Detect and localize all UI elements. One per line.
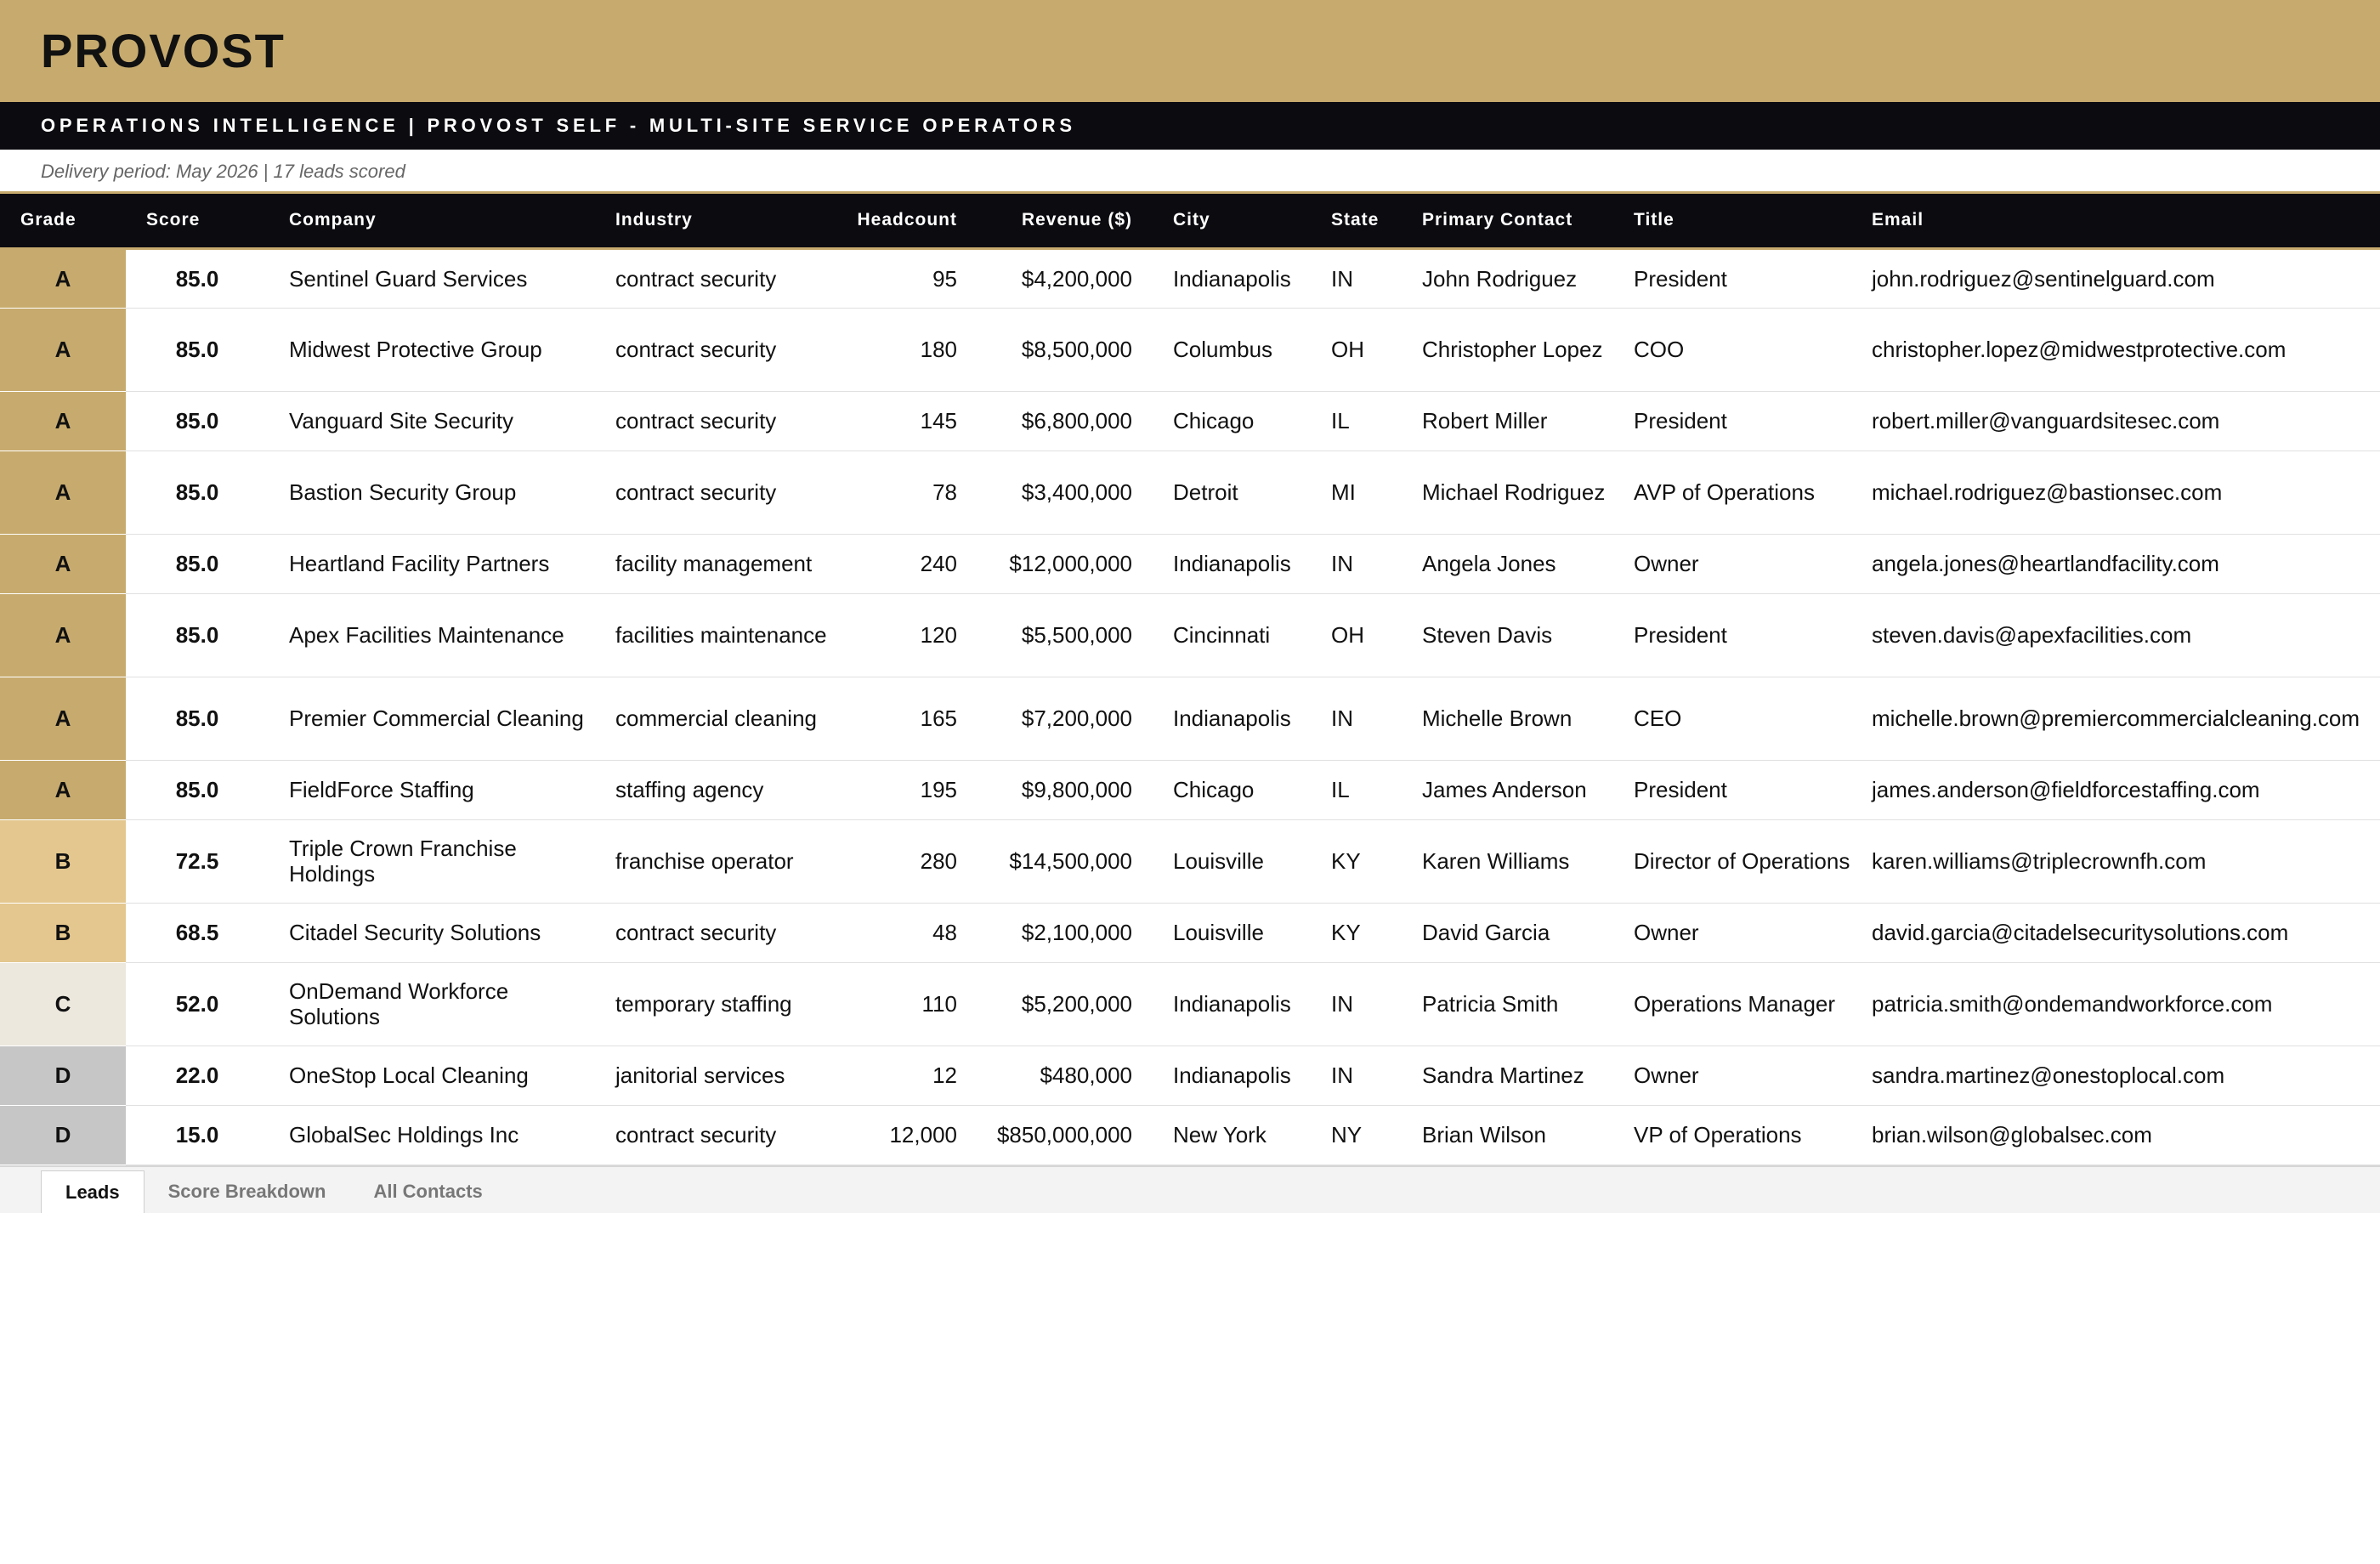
title-cell: President [1613,760,1851,819]
company-cell: Apex Facilities Maintenance [269,593,595,677]
col-header-grade[interactable]: Grade [0,194,126,248]
industry-cell: contract security [595,391,833,450]
score-cell: 68.5 [126,903,269,962]
industry-cell: facilities maintenance [595,593,833,677]
primary-contact-cell: James Anderson [1402,760,1613,819]
col-header-company[interactable]: Company [269,194,595,248]
title-cell: President [1613,248,1851,308]
revenue-cell: $3,400,000 [978,450,1153,534]
title-cell: VP of Operations [1613,1105,1851,1164]
industry-cell: contract security [595,903,833,962]
grade-cell: A [0,391,126,450]
state-cell: IL [1311,391,1402,450]
state-cell: OH [1311,593,1402,677]
company-cell: Sentinel Guard Services [269,248,595,308]
primary-contact-cell: Patricia Smith [1402,962,1613,1046]
grade-cell: B [0,903,126,962]
leads-table [0,194,2380,1165]
tab-leads[interactable]: Leads [41,1170,144,1213]
score-cell: 85.0 [126,308,269,391]
city-cell: New York [1153,1105,1311,1164]
company-cell: OnDemand Workforce Solutions [269,962,595,1046]
score-cell: 85.0 [126,450,269,534]
brand-title: PROVOST [41,24,286,77]
tab-all-contacts[interactable]: All Contacts [373,1180,483,1202]
primary-contact-cell: Brian Wilson [1402,1105,1613,1164]
tab-score-breakdown[interactable]: Score Breakdown [167,1180,326,1202]
city-cell: Louisville [1153,903,1311,962]
grade-cell: D [0,1105,126,1164]
grade-cell: A [0,593,126,677]
state-cell: MI [1311,450,1402,534]
grade-cell: A [0,308,126,391]
city-cell: Indianapolis [1153,677,1311,760]
email-cell[interactable]: brian.wilson@globalsec.com [1851,1105,2380,1164]
score-cell: 22.0 [126,1046,269,1105]
email-cell[interactable]: angela.jones@heartlandfacility.com [1851,534,2380,593]
score-cell: 52.0 [126,962,269,1046]
primary-contact-cell: Angela Jones [1402,534,1613,593]
table-row[interactable] [0,450,2380,534]
title-cell: Owner [1613,1046,1851,1105]
industry-cell: janitorial services [595,1046,833,1105]
col-header-primary-contact[interactable]: Primary Contact [1402,194,1613,248]
primary-contact-cell: Steven Davis [1402,593,1613,677]
company-cell: Midwest Protective Group [269,308,595,391]
table-row[interactable] [0,1105,2380,1164]
grade-cell: A [0,450,126,534]
headcount-cell: 165 [833,677,978,760]
headcount-cell: 145 [833,391,978,450]
grade-cell: A [0,248,126,308]
col-header-score[interactable]: Score [126,194,269,248]
revenue-cell: $5,200,000 [978,962,1153,1046]
revenue-cell: $7,200,000 [978,677,1153,760]
industry-cell: contract security [595,308,833,391]
email-cell[interactable]: david.garcia@citadelsecuritysolutions.com [1851,903,2380,962]
headcount-cell: 12,000 [833,1105,978,1164]
score-cell: 85.0 [126,248,269,308]
table-row[interactable] [0,962,2380,1046]
email-cell[interactable]: robert.miller@vanguardsitesec.com [1851,391,2380,450]
city-cell: Indianapolis [1153,962,1311,1046]
score-cell: 85.0 [126,593,269,677]
industry-cell: contract security [595,450,833,534]
revenue-cell: $2,100,000 [978,903,1153,962]
headcount-cell: 195 [833,760,978,819]
email-cell[interactable]: james.anderson@fieldforcestaffing.com [1851,760,2380,819]
headcount-cell: 12 [833,1046,978,1105]
email-cell[interactable]: patricia.smith@ondemandworkforce.com [1851,962,2380,1046]
revenue-cell: $14,500,000 [978,819,1153,903]
revenue-cell: $5,500,000 [978,593,1153,677]
company-cell: OneStop Local Cleaning [269,1046,595,1105]
revenue-cell: $6,800,000 [978,391,1153,450]
city-cell: Columbus [1153,308,1311,391]
city-cell: Indianapolis [1153,1046,1311,1105]
col-header-industry[interactable]: Industry [595,194,833,248]
revenue-cell: $8,500,000 [978,308,1153,391]
headcount-cell: 78 [833,450,978,534]
industry-cell: franchise operator [595,819,833,903]
state-cell: NY [1311,1105,1402,1164]
state-cell: IN [1311,962,1402,1046]
email-cell[interactable]: christopher.lopez@midwestprotective.com [1851,308,2380,391]
revenue-cell: $12,000,000 [978,534,1153,593]
primary-contact-cell: John Rodriguez [1402,248,1613,308]
col-header-revenue[interactable]: Revenue ($) [978,194,1153,248]
headcount-cell: 280 [833,819,978,903]
table-row[interactable] [0,819,2380,903]
city-cell: Louisville [1153,819,1311,903]
title-cell: AVP of Operations [1613,450,1851,534]
grade-cell: D [0,1046,126,1105]
score-cell: 85.0 [126,391,269,450]
email-cell[interactable]: michelle.brown@premiercommercialcleaning.com [1851,677,2380,760]
primary-contact-cell: Christopher Lopez [1402,308,1613,391]
title-cell: CEO [1613,677,1851,760]
company-cell: Vanguard Site Security [269,391,595,450]
primary-contact-cell: Sandra Martinez [1402,1046,1613,1105]
grade-cell: A [0,534,126,593]
company-cell: GlobalSec Holdings Inc [269,1105,595,1164]
headcount-cell: 48 [833,903,978,962]
industry-cell: commercial cleaning [595,677,833,760]
score-cell: 85.0 [126,677,269,760]
state-cell: OH [1311,308,1402,391]
title-cell: Owner [1613,903,1851,962]
city-cell: Chicago [1153,391,1311,450]
state-cell: IL [1311,760,1402,819]
table-row[interactable] [0,593,2380,677]
headcount-cell: 240 [833,534,978,593]
score-cell: 85.0 [126,760,269,819]
industry-cell: facility management [595,534,833,593]
score-cell: 15.0 [126,1105,269,1164]
industry-cell: contract security [595,1105,833,1164]
primary-contact-cell: Robert Miller [1402,391,1613,450]
company-cell: Citadel Security Solutions [269,903,595,962]
email-cell[interactable]: michael.rodriguez@bastionsec.com [1851,450,2380,534]
title-cell: President [1613,593,1851,677]
industry-cell: contract security [595,248,833,308]
delivery-period: Delivery period: May 2026 | 17 leads scored [0,150,2380,194]
table-row[interactable] [0,677,2380,760]
report-header [0,0,2380,102]
title-cell: Owner [1613,534,1851,593]
industry-cell: temporary staffing [595,962,833,1046]
table-header-row [0,194,2380,248]
state-cell: IN [1311,534,1402,593]
primary-contact-cell: David Garcia [1402,903,1613,962]
primary-contact-cell: Michelle Brown [1402,677,1613,760]
industry-cell: staffing agency [595,760,833,819]
email-cell[interactable]: john.rodriguez@sentinelguard.com [1851,248,2380,308]
headcount-cell: 180 [833,308,978,391]
primary-contact-cell: Karen Williams [1402,819,1613,903]
grade-cell: C [0,962,126,1046]
revenue-cell: $850,000,000 [978,1105,1153,1164]
company-cell: Bastion Security Group [269,450,595,534]
headcount-cell: 95 [833,248,978,308]
table-row[interactable] [0,1046,2380,1105]
email-cell[interactable]: karen.williams@triplecrownfh.com [1851,819,2380,903]
primary-contact-cell: Michael Rodriguez [1402,450,1613,534]
city-cell: Chicago [1153,760,1311,819]
grade-cell: B [0,819,126,903]
table-row[interactable] [0,248,2380,308]
score-cell: 72.5 [126,819,269,903]
grade-cell: A [0,760,126,819]
report-subtitle: OPERATIONS INTELLIGENCE | PROVOST SELF - MULTI-SITE SERVICE OPERATORS [0,102,2380,150]
title-cell: Director of Operations [1613,819,1851,903]
revenue-cell: $4,200,000 [978,248,1153,308]
city-cell: Indianapolis [1153,534,1311,593]
state-cell: IN [1311,1046,1402,1105]
grade-cell: A [0,677,126,760]
headcount-cell: 110 [833,962,978,1046]
title-cell: President [1613,391,1851,450]
company-cell: Triple Crown Franchise Holdings [269,819,595,903]
city-cell: Detroit [1153,450,1311,534]
col-header-email[interactable]: Email [1851,194,2380,248]
title-cell: COO [1613,308,1851,391]
state-cell: IN [1311,677,1402,760]
state-cell: KY [1311,903,1402,962]
headcount-cell: 120 [833,593,978,677]
state-cell: IN [1311,248,1402,308]
table-row[interactable] [0,391,2380,450]
col-header-state[interactable]: State [1311,194,1402,248]
company-cell: FieldForce Staffing [269,760,595,819]
table-row[interactable] [0,760,2380,819]
sheet-tabs [0,1165,2380,1213]
table-row[interactable] [0,903,2380,962]
table-row[interactable] [0,534,2380,593]
title-cell: Operations Manager [1613,962,1851,1046]
col-header-city[interactable]: City [1153,194,1311,248]
col-header-title[interactable]: Title [1613,194,1851,248]
revenue-cell: $9,800,000 [978,760,1153,819]
table-row[interactable] [0,308,2380,391]
revenue-cell: $480,000 [978,1046,1153,1105]
score-cell: 85.0 [126,534,269,593]
email-cell[interactable]: sandra.martinez@onestoplocal.com [1851,1046,2380,1105]
company-cell: Heartland Facility Partners [269,534,595,593]
city-cell: Indianapolis [1153,248,1311,308]
state-cell: KY [1311,819,1402,903]
col-header-headcount[interactable]: Headcount [833,194,978,248]
email-cell[interactable]: steven.davis@apexfacilities.com [1851,593,2380,677]
city-cell: Cincinnati [1153,593,1311,677]
company-cell: Premier Commercial Cleaning [269,677,595,760]
